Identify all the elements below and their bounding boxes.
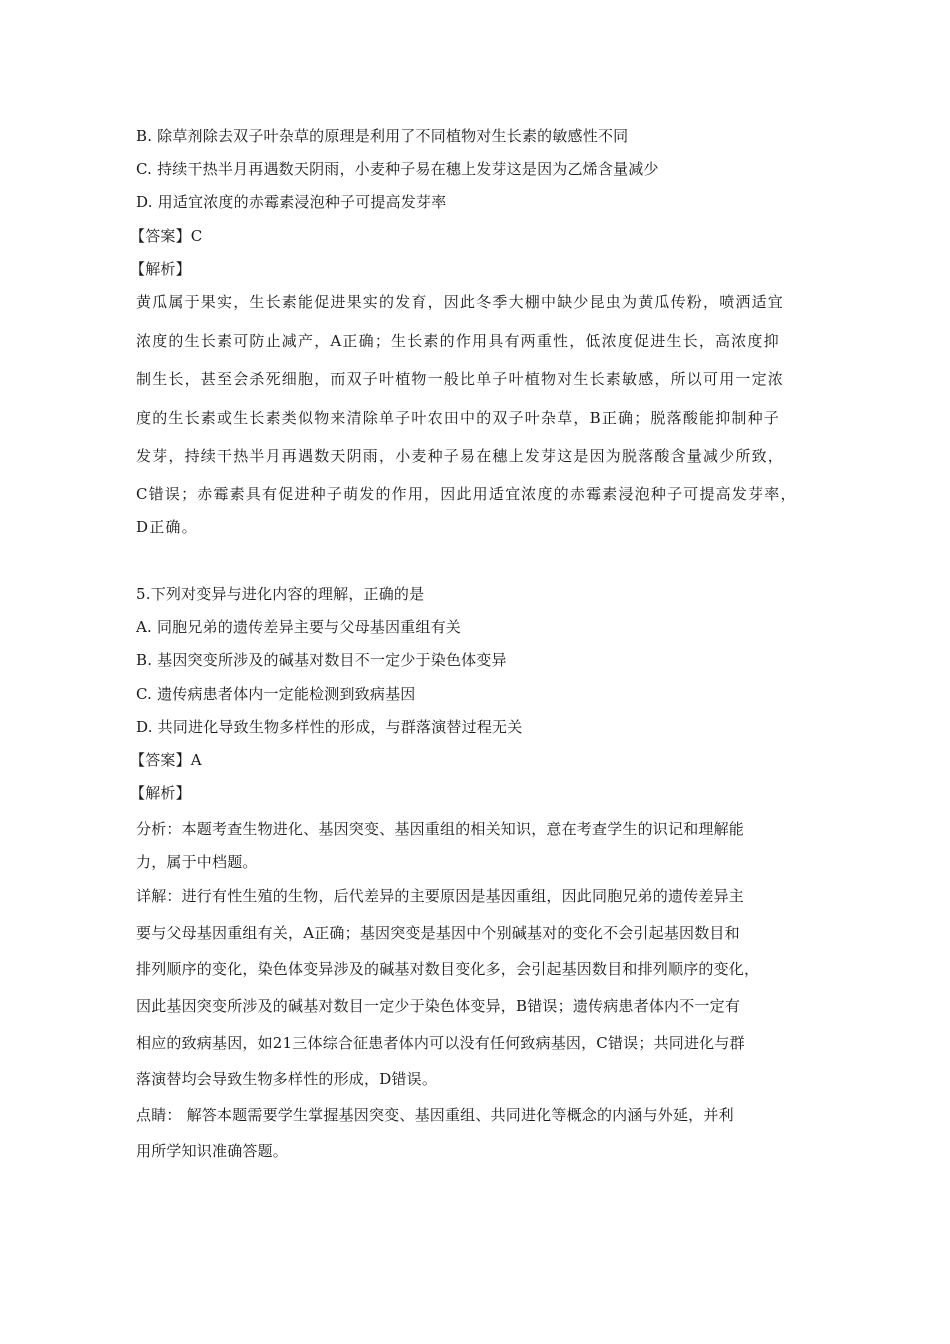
q4-analysis-line: C错误；赤霉素具有促进种子萌发的作用，因此用适宜浓度的赤霉素浸泡种子可提高发芽率， — [136, 485, 797, 503]
q4-analysis-line: 制生长，甚至会杀死细胞，而双子叶植物一般比单子叶植物对生长素敏感，所以可用一定浓 — [136, 370, 785, 388]
q5-analysis-line: 因此基因突变所涉及的碱基对数目一定少于染色体变异，B错误；遗传病患者体内不一定有 — [136, 997, 741, 1015]
q4-analysis-line: 度的生长素或生长素类似物来清除单子叶农田中的双子叶杂草，B正确；脱落酸能抑制种子 — [136, 409, 781, 427]
q5-option-d: D. 共同进化导致生物多样性的形成，与群落演替过程无关 — [136, 718, 523, 736]
q4-analysis-line: 黄瓜属于果实，生长素能促进果实的发育，因此冬季大棚中缺少昆虫为黄瓜传粉，喷洒适宜 — [136, 293, 785, 311]
q5-analysis-line: 排列顺序的变化，染色体变异涉及的碱基对数目变化多，会引起基因数目和排列顺序的变化， — [136, 960, 760, 978]
q4-option-c: C. 持续干热半月再遇数天阴雨，小麦种子易在穗上发芽这是因为乙烯含量减少 — [136, 160, 659, 178]
q4-option-b: B. 除草剂除去双子叶杂草的原理是利用了不同植物对生长素的敏感性不同 — [136, 127, 629, 145]
q5-hint-line: 点睛： 解答本题需要学生掌握基因突变、基因重组、共同进化等概念的内涵与外延，并利 — [136, 1106, 734, 1124]
q5-analysis-line: 相应的致病基因，如21三体综合征患者体内可以没有任何致病基因，C错误；共同进化与群 — [136, 1034, 745, 1052]
q4-analysis-line: 浓度的生长素可防止减产，A正确；生长素的作用具有两重性，低浓度促进生长，高浓度抑 — [136, 332, 780, 350]
q5-option-a: A. 同胞兄弟的遗传差异主要与父母基因重组有关 — [136, 618, 461, 636]
q5-analysis-line: 详解：进行有性生殖的生物，后代差异的主要原因是基因重组，因此同胞兄弟的遗传差异主 — [136, 887, 745, 905]
q5-stem: 5.下列对变异与进化内容的理解，正确的是 — [136, 585, 425, 603]
q4-answer: 【答案】C — [130, 227, 203, 245]
q4-analysis-line: 发芽，持续干热半月再遇数天阴雨，小麦种子易在穗上发芽这是因为脱落酸含量减少所致， — [136, 447, 785, 465]
q4-analysis-line: D正确。 — [136, 518, 198, 536]
q5-answer: 【答案】A — [130, 751, 202, 769]
q5-hint-line: 用所学知识准确答题。 — [136, 1142, 289, 1160]
q5-option-b: B. 基因突变所涉及的碱基对数目不一定少于染色体变异 — [136, 651, 507, 669]
q5-analysis-line: 分析：本题考查生物进化、基因突变、基因重组的相关知识，意在考查学生的识记和理解能 — [136, 820, 745, 838]
q5-option-c: C. 遗传病患者体内一定能检测到致病基因 — [136, 685, 416, 703]
q5-analysis-line: 落演替均会导致生物多样性的形成，D错误。 — [136, 1070, 438, 1088]
q5-analysis-line: 要与父母基因重组有关，A正确；基因突变是基因中个别碱基对的变化不会引起基因数目和 — [136, 924, 740, 942]
q5-analysis-label: 【解析】 — [130, 784, 191, 802]
q4-analysis-label: 【解析】 — [130, 260, 191, 278]
q5-analysis-line: 力，属于中档题。 — [136, 853, 258, 871]
q4-option-d: D. 用适宜浓度的赤霉素浸泡种子可提高发芽率 — [136, 193, 447, 211]
